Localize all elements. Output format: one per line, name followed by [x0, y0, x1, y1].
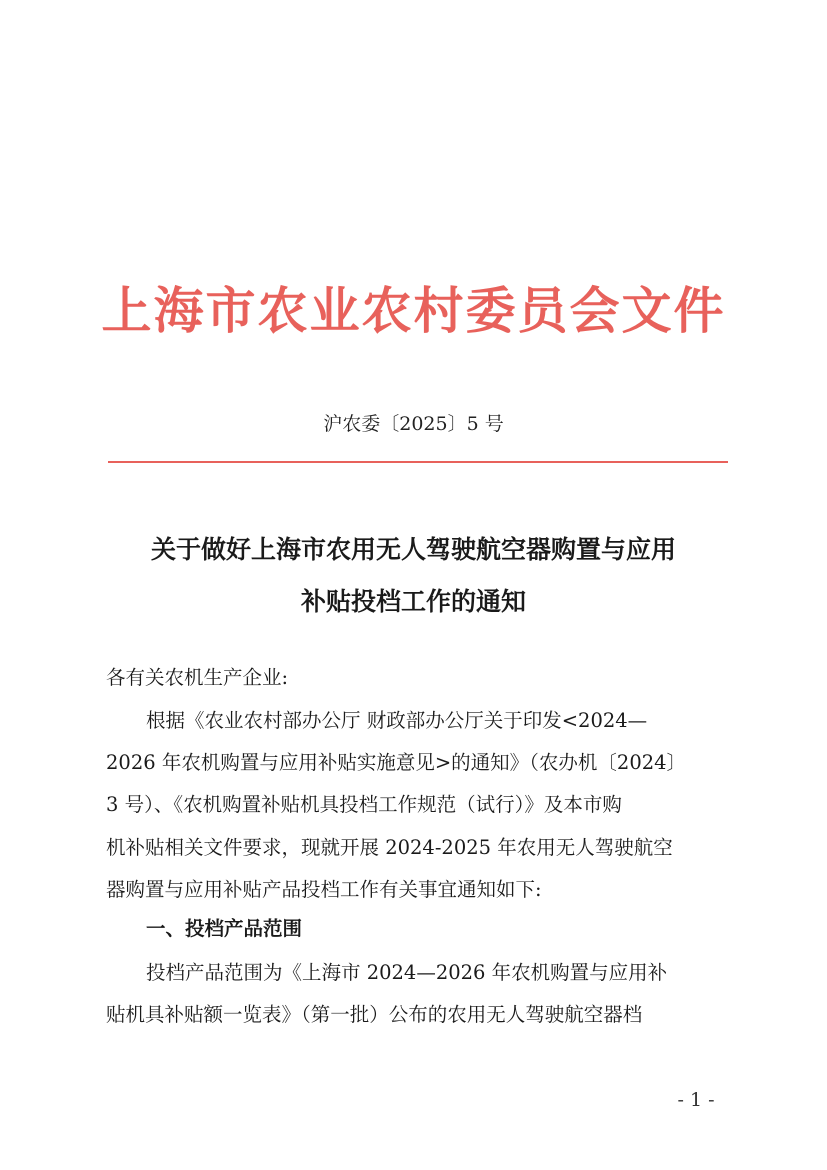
- paragraph-1-line-5: 器购置与应用补贴产品投档工作有关事宜通知如下:: [106, 878, 542, 901]
- red-separator-line: [108, 461, 728, 463]
- paragraph-1-line-1: 根据《农业农村部办公厅 财政部办公厅关于印发<2024—: [146, 709, 648, 732]
- paragraph-1-line-4: 机补贴相关文件要求，现就开展 2024-2025 年农用无人驾驶航空: [106, 836, 673, 859]
- masthead-title: 上海市农业农村委员会文件: [101, 281, 726, 340]
- section-1-heading: 一、投档产品范围: [146, 917, 303, 940]
- salutation: 各有关农机生产企业:: [106, 666, 289, 689]
- page-number: - 1 -: [677, 1089, 715, 1111]
- notice-title-line-2: 补贴投档工作的通知: [300, 587, 526, 616]
- paragraph-2-line-1: 投档产品范围为《上海市 2024—2026 年农机购置与应用补: [146, 961, 668, 984]
- paragraph-2-line-2: 贴机具补贴额一览表》（第一批）公布的农用无人驾驶航空器档: [106, 1003, 643, 1026]
- notice-title-line-1: 关于做好上海市农用无人驾驶航空器购置与应用: [150, 535, 676, 564]
- paragraph-1-line-2: 2026 年农机购置与应用补贴实施意见>的通知》（农办机〔2024〕: [106, 751, 687, 774]
- document-number: 沪农委〔2025〕5 号: [323, 413, 504, 435]
- paragraph-1-line-3: 3 号）、《农机购置补贴机具投档工作规范（试行）》及本市购: [106, 793, 622, 816]
